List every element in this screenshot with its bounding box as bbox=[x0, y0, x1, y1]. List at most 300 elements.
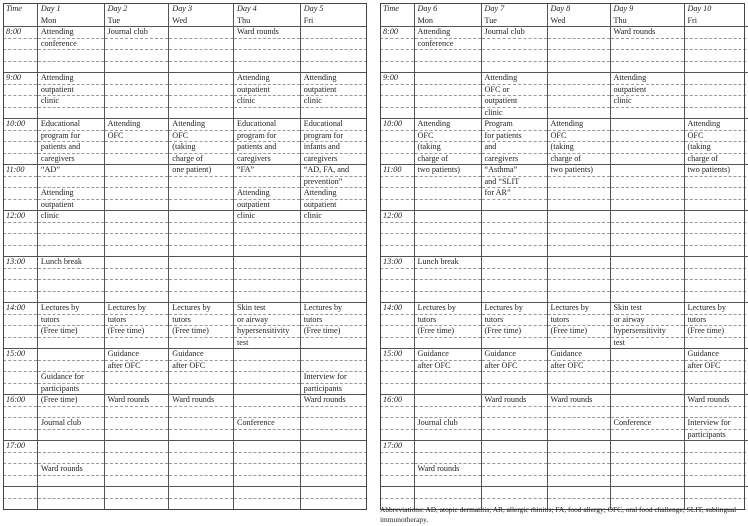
schedule-cell: Interview for bbox=[684, 418, 748, 430]
schedule-cell bbox=[414, 291, 481, 303]
schedule-cell bbox=[610, 429, 684, 441]
schedule-cell: Lectures by bbox=[414, 303, 481, 315]
schedule-cell: (Free time) bbox=[169, 326, 234, 338]
schedule-cell bbox=[169, 234, 234, 246]
schedule-cell: “AD, FA, and bbox=[300, 165, 367, 177]
schedule-cell: (Free time) bbox=[684, 326, 748, 338]
time-label bbox=[3, 452, 37, 464]
schedule-cell bbox=[234, 441, 301, 453]
time-label bbox=[380, 153, 414, 165]
table-row bbox=[380, 211, 748, 223]
time-label: 9:00 bbox=[3, 73, 37, 85]
table-row bbox=[3, 395, 367, 407]
schedule-cell bbox=[234, 268, 301, 280]
time-label: 16:00 bbox=[3, 395, 37, 407]
schedule-cell bbox=[547, 50, 610, 62]
schedule-cell bbox=[234, 487, 301, 499]
schedule-cell bbox=[300, 429, 367, 441]
table-row bbox=[380, 245, 748, 257]
table-row bbox=[380, 257, 748, 269]
schedule-cell bbox=[234, 475, 301, 487]
schedule-cell bbox=[234, 38, 301, 50]
table-row bbox=[3, 188, 367, 200]
schedule-cell bbox=[684, 487, 748, 499]
schedule-cell: hypersensitivity bbox=[234, 326, 301, 338]
schedule-cell bbox=[37, 268, 104, 280]
table-row bbox=[3, 61, 367, 73]
schedule-cell: Ward rounds bbox=[414, 464, 481, 476]
schedule-cell: Attending bbox=[37, 27, 104, 39]
schedule-cell: Lectures by bbox=[547, 303, 610, 315]
table-row bbox=[3, 142, 367, 154]
schedule-cell bbox=[37, 487, 104, 499]
schedule-cell bbox=[684, 280, 748, 292]
table-row bbox=[380, 188, 748, 200]
schedule-cell: tutors bbox=[169, 314, 234, 326]
schedule-cell bbox=[169, 245, 234, 257]
schedule-cell bbox=[610, 234, 684, 246]
schedule-cell: Journal club bbox=[37, 418, 104, 430]
schedule-cell bbox=[104, 153, 169, 165]
schedule-cell bbox=[610, 268, 684, 280]
table-row bbox=[3, 326, 367, 338]
schedule-cell: Journal club bbox=[104, 27, 169, 39]
schedule-cell bbox=[169, 487, 234, 499]
day-header: Day 10 bbox=[684, 3, 748, 15]
schedule-cell bbox=[37, 498, 104, 510]
schedule-cell bbox=[104, 452, 169, 464]
table-row bbox=[380, 38, 748, 50]
schedule-cell bbox=[481, 211, 547, 223]
schedule-cell bbox=[481, 452, 547, 464]
schedule-cell bbox=[104, 291, 169, 303]
schedule-cell bbox=[610, 349, 684, 361]
schedule-cell bbox=[37, 234, 104, 246]
schedule-cell bbox=[481, 38, 547, 50]
table-row bbox=[3, 165, 367, 177]
time-label bbox=[380, 234, 414, 246]
schedule-cell bbox=[169, 61, 234, 73]
schedule-cell: Journal club bbox=[414, 418, 481, 430]
schedule-cell bbox=[414, 176, 481, 188]
schedule-cell: OFC bbox=[414, 130, 481, 142]
schedule-cell bbox=[547, 487, 610, 499]
schedule-cell bbox=[481, 245, 547, 257]
schedule-cell bbox=[234, 245, 301, 257]
schedule-cell: Journal club bbox=[481, 27, 547, 39]
schedule-cell bbox=[104, 268, 169, 280]
schedule-cell: or airway bbox=[234, 314, 301, 326]
schedule-cell bbox=[300, 487, 367, 499]
table-row bbox=[380, 418, 748, 430]
schedule-cell bbox=[169, 50, 234, 62]
time-label bbox=[380, 107, 414, 119]
schedule-cell bbox=[37, 176, 104, 188]
schedule-cell bbox=[547, 84, 610, 96]
time-label bbox=[3, 406, 37, 418]
time-label bbox=[380, 429, 414, 441]
schedule-cell bbox=[684, 441, 748, 453]
schedule-cell: Guidance bbox=[414, 349, 481, 361]
schedule-cell: or airway bbox=[610, 314, 684, 326]
table-row bbox=[380, 429, 748, 441]
schedule-cell bbox=[414, 280, 481, 292]
schedule-cell: Conference bbox=[610, 418, 684, 430]
schedule-cell bbox=[610, 50, 684, 62]
schedule-cell bbox=[684, 107, 748, 119]
time-label bbox=[380, 475, 414, 487]
time-label bbox=[380, 383, 414, 395]
schedule-cell bbox=[414, 406, 481, 418]
time-label bbox=[380, 222, 414, 234]
schedule-cell: Attending bbox=[234, 73, 301, 85]
schedule-cell bbox=[481, 280, 547, 292]
time-label bbox=[380, 130, 414, 142]
schedule-cell: hypersensitivity bbox=[610, 326, 684, 338]
schedule-cell: outpatient bbox=[37, 84, 104, 96]
schedule-cell bbox=[300, 418, 367, 430]
schedule-cell: Lectures by bbox=[300, 303, 367, 315]
schedule-cell: clinic bbox=[300, 211, 367, 223]
schedule-cell bbox=[684, 188, 748, 200]
schedule-cell bbox=[234, 498, 301, 510]
schedule-cell: (Free time) bbox=[37, 326, 104, 338]
schedule-cell: (Free time) bbox=[300, 326, 367, 338]
schedule-cell bbox=[300, 498, 367, 510]
schedule-cell bbox=[234, 372, 301, 384]
table-row bbox=[3, 268, 367, 280]
time-label bbox=[380, 337, 414, 349]
schedule-cell bbox=[547, 245, 610, 257]
schedule-cell: (Free time) bbox=[481, 326, 547, 338]
time-label bbox=[380, 176, 414, 188]
time-label bbox=[380, 326, 414, 338]
schedule-cell bbox=[104, 84, 169, 96]
time-label bbox=[3, 61, 37, 73]
time-label: 10:00 bbox=[3, 119, 37, 131]
schedule-cell bbox=[37, 222, 104, 234]
schedule-cell bbox=[300, 441, 367, 453]
schedule-cell bbox=[684, 245, 748, 257]
schedule-cell bbox=[414, 73, 481, 85]
schedule-cell: Attending bbox=[414, 27, 481, 39]
time-label bbox=[3, 199, 37, 211]
time-label bbox=[3, 475, 37, 487]
schedule-cell: caregivers bbox=[234, 153, 301, 165]
time-label: 15:00 bbox=[380, 349, 414, 361]
schedule-cell bbox=[104, 280, 169, 292]
schedule-cell bbox=[414, 96, 481, 108]
schedule-cell: Lunch break bbox=[37, 257, 104, 269]
schedule-cell bbox=[610, 257, 684, 269]
schedule-cell: Lunch break bbox=[414, 257, 481, 269]
schedule-cell bbox=[37, 349, 104, 361]
time-label bbox=[3, 418, 37, 430]
schedule-cell: Lectures by bbox=[684, 303, 748, 315]
schedule-cell bbox=[547, 383, 610, 395]
schedule-cell bbox=[481, 441, 547, 453]
schedule-cell bbox=[104, 337, 169, 349]
table-row bbox=[3, 50, 367, 62]
schedule-cell: clinic bbox=[37, 211, 104, 223]
time-label bbox=[380, 245, 414, 257]
schedule-cell bbox=[300, 222, 367, 234]
schedule-cell: Attending bbox=[300, 188, 367, 200]
schedule-cell bbox=[169, 280, 234, 292]
time-label bbox=[3, 38, 37, 50]
schedule-cell bbox=[610, 406, 684, 418]
time-label bbox=[380, 487, 414, 499]
schedule-cell bbox=[169, 73, 234, 85]
schedule-cell bbox=[547, 211, 610, 223]
schedule-cell bbox=[234, 222, 301, 234]
table-row bbox=[3, 96, 367, 108]
schedule-cell bbox=[547, 337, 610, 349]
table-row bbox=[380, 383, 748, 395]
schedule-cell: Attending bbox=[37, 188, 104, 200]
table-row bbox=[3, 234, 367, 246]
time-label bbox=[3, 153, 37, 165]
schedule-cell: after OFC bbox=[481, 360, 547, 372]
schedule-cell bbox=[169, 372, 234, 384]
table-row bbox=[3, 418, 367, 430]
time-label bbox=[3, 130, 37, 142]
schedule-cell bbox=[610, 372, 684, 384]
schedule-cell bbox=[414, 395, 481, 407]
time-label bbox=[380, 372, 414, 384]
schedule-cell: Educational bbox=[300, 119, 367, 131]
schedule-cell bbox=[104, 199, 169, 211]
table-row bbox=[3, 176, 367, 188]
time-label bbox=[3, 372, 37, 384]
schedule-cell: Ward rounds bbox=[481, 395, 547, 407]
schedule-cell bbox=[104, 176, 169, 188]
schedule-cell bbox=[684, 464, 748, 476]
schedule-cell: Attending bbox=[414, 119, 481, 131]
schedule-cell bbox=[300, 38, 367, 50]
table-row bbox=[3, 441, 367, 453]
table-row bbox=[3, 349, 367, 361]
schedule-cell bbox=[169, 176, 234, 188]
schedule-cell: Guidance for bbox=[37, 372, 104, 384]
schedule-cell: tutors bbox=[547, 314, 610, 326]
table-row bbox=[3, 130, 367, 142]
schedule-cell: patients and bbox=[37, 142, 104, 154]
schedule-cell bbox=[169, 406, 234, 418]
schedule-cell bbox=[481, 61, 547, 73]
schedule-cell bbox=[684, 96, 748, 108]
schedule-cell: outpatient bbox=[481, 96, 547, 108]
time-label bbox=[3, 107, 37, 119]
table-row bbox=[380, 50, 748, 62]
schedule-cell bbox=[234, 452, 301, 464]
schedule-cell: Interview for bbox=[300, 372, 367, 384]
time-header: Time bbox=[6, 4, 22, 13]
schedule-cell: two patients) bbox=[414, 165, 481, 177]
schedule-cell bbox=[300, 360, 367, 372]
schedule-cell bbox=[481, 429, 547, 441]
time-label bbox=[380, 38, 414, 50]
time-label bbox=[380, 452, 414, 464]
schedule-cell: Attending bbox=[300, 73, 367, 85]
schedule-cell: Lectures by bbox=[169, 303, 234, 315]
schedule-cell: Lectures by bbox=[481, 303, 547, 315]
schedule-cell: participants bbox=[684, 429, 748, 441]
schedule-cell: Skin test bbox=[234, 303, 301, 315]
time-label bbox=[380, 360, 414, 372]
table-row bbox=[380, 291, 748, 303]
schedule-cell bbox=[481, 406, 547, 418]
schedule-cell: and “SLIT bbox=[481, 176, 547, 188]
abbreviations-note: Abbreviations: AD, atopic dermatitis; AR, allergic rhinitis; FA, food allergy; OFC, oral food challenge; SLIT, sublingual immunotherapy. bbox=[380, 505, 737, 524]
table-row bbox=[380, 314, 748, 326]
schedule-cell: infants and bbox=[300, 142, 367, 154]
schedule-cell bbox=[414, 188, 481, 200]
schedule-cell bbox=[547, 280, 610, 292]
schedule-cell bbox=[547, 96, 610, 108]
schedule-cell bbox=[481, 50, 547, 62]
schedule-cell: Attending bbox=[481, 73, 547, 85]
schedule-cell bbox=[610, 130, 684, 142]
schedule-cell bbox=[414, 383, 481, 395]
schedule-cell bbox=[684, 257, 748, 269]
schedule-cell: program for bbox=[37, 130, 104, 142]
schedule-cell bbox=[684, 337, 748, 349]
schedule-cell: patients and bbox=[234, 142, 301, 154]
schedule-cell: caregivers bbox=[481, 153, 547, 165]
weekday-header: Wed bbox=[547, 15, 610, 27]
time-label: 8:00 bbox=[3, 27, 37, 39]
table-row bbox=[3, 199, 367, 211]
schedule-cell bbox=[610, 222, 684, 234]
schedule-cell bbox=[104, 464, 169, 476]
schedule-cell bbox=[169, 27, 234, 39]
schedule-cell bbox=[684, 222, 748, 234]
table-row bbox=[380, 406, 748, 418]
time-label bbox=[3, 464, 37, 476]
schedule-cell bbox=[547, 418, 610, 430]
schedule-cell: tutors bbox=[684, 314, 748, 326]
schedule-cell bbox=[481, 337, 547, 349]
schedule-cell bbox=[37, 360, 104, 372]
schedule-cell bbox=[414, 222, 481, 234]
table-row bbox=[3, 498, 367, 510]
schedule-cell: Educational bbox=[37, 119, 104, 131]
schedule-cell bbox=[684, 176, 748, 188]
schedule-cell bbox=[234, 464, 301, 476]
schedule-cell bbox=[481, 222, 547, 234]
schedule-cell: tutors bbox=[104, 314, 169, 326]
schedule-cell bbox=[547, 464, 610, 476]
table-row bbox=[380, 395, 748, 407]
time-label bbox=[3, 176, 37, 188]
schedule-cell: one patient) bbox=[169, 165, 234, 177]
schedule-cell: Ward rounds bbox=[300, 395, 367, 407]
time-label bbox=[3, 383, 37, 395]
schedule-cell bbox=[104, 61, 169, 73]
time-label: 17:00 bbox=[3, 441, 37, 453]
schedule-cell: after OFC bbox=[104, 360, 169, 372]
schedule-cell bbox=[547, 61, 610, 73]
schedule-cell bbox=[481, 199, 547, 211]
schedule-cell bbox=[684, 452, 748, 464]
table-row bbox=[380, 84, 748, 96]
schedule-cell bbox=[610, 441, 684, 453]
day-header: Day 2 bbox=[104, 3, 169, 15]
schedule-cell bbox=[300, 234, 367, 246]
table-row bbox=[3, 383, 367, 395]
schedule-cell: clinic bbox=[234, 211, 301, 223]
time-label bbox=[380, 199, 414, 211]
table-row bbox=[3, 360, 367, 372]
schedule-cell bbox=[169, 199, 234, 211]
schedule-cell bbox=[414, 245, 481, 257]
schedule-cell bbox=[414, 452, 481, 464]
time-label: 13:00 bbox=[380, 257, 414, 269]
schedule-cell: Attending bbox=[37, 73, 104, 85]
schedule-cell: Ward rounds bbox=[169, 395, 234, 407]
schedule-cell bbox=[234, 257, 301, 269]
schedule-cell bbox=[547, 257, 610, 269]
time-label: 14:00 bbox=[3, 303, 37, 315]
table-row bbox=[3, 475, 367, 487]
schedule-cell bbox=[234, 383, 301, 395]
weekday-header: Mon bbox=[414, 15, 481, 27]
table-row bbox=[380, 234, 748, 246]
schedule-cell bbox=[610, 38, 684, 50]
schedule-cell: Ward rounds bbox=[37, 464, 104, 476]
schedule-cell bbox=[414, 475, 481, 487]
time-header: Time bbox=[383, 4, 399, 13]
schedule-cell: OFC bbox=[104, 130, 169, 142]
schedule-cell bbox=[684, 199, 748, 211]
schedule-cell: charge of bbox=[684, 153, 748, 165]
schedule-cell bbox=[37, 337, 104, 349]
table-row bbox=[3, 429, 367, 441]
schedule-cell bbox=[104, 245, 169, 257]
schedule-cell bbox=[547, 234, 610, 246]
schedule-cell: tutors bbox=[481, 314, 547, 326]
time-label: 12:00 bbox=[3, 211, 37, 223]
schedule-cell bbox=[684, 211, 748, 223]
schedule-cell bbox=[37, 475, 104, 487]
schedule-cell bbox=[547, 188, 610, 200]
schedule-cell bbox=[300, 452, 367, 464]
table-row bbox=[3, 314, 367, 326]
time-label bbox=[3, 222, 37, 234]
schedule-cell bbox=[610, 119, 684, 131]
schedule-cell bbox=[37, 441, 104, 453]
table-row bbox=[380, 142, 748, 154]
schedule-cell: Guidance bbox=[684, 349, 748, 361]
table-row bbox=[380, 119, 748, 131]
schedule-cell bbox=[169, 475, 234, 487]
schedule-cell: charge of bbox=[414, 153, 481, 165]
time-label: 9:00 bbox=[380, 73, 414, 85]
table-row bbox=[3, 211, 367, 223]
schedule-cell bbox=[610, 464, 684, 476]
schedule-cell bbox=[104, 406, 169, 418]
schedule-cell: test bbox=[610, 337, 684, 349]
schedule-cell: (taking bbox=[684, 142, 748, 154]
time-label bbox=[3, 326, 37, 338]
schedule-cell bbox=[104, 441, 169, 453]
schedule-cell: outpatient bbox=[234, 199, 301, 211]
time-label: 8:00 bbox=[380, 27, 414, 39]
schedule-cell bbox=[481, 418, 547, 430]
time-label bbox=[380, 50, 414, 62]
schedule-table-1 bbox=[3, 3, 367, 510]
